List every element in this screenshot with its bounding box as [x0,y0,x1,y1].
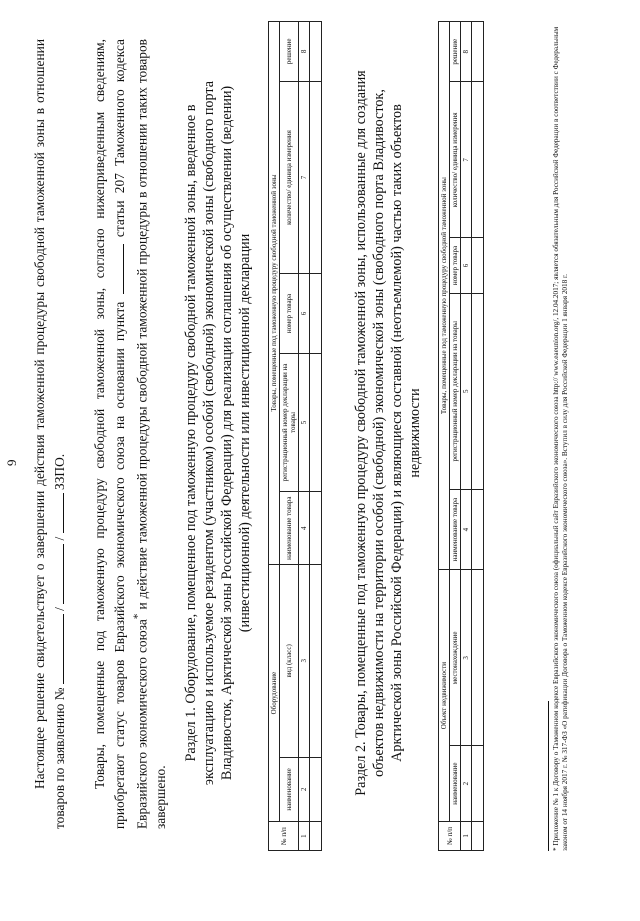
col-header-decision: решение [450,22,461,82]
table-row [310,22,322,851]
col-header-type: вид (класс) [280,565,299,758]
col-number: 2 [299,757,310,822]
equipment-group-header: Оборудование [269,565,280,822]
goods-group-header: Товары, помещенные под таможенную процедуру свободной таможенной зоны [439,22,450,570]
number-separator-2: / [52,536,67,541]
table-row [472,22,484,851]
col-number: 8 [299,22,310,82]
intro-paragraph [30,39,69,829]
equipment-table [268,21,322,851]
clause-number-blank [109,244,124,294]
col-header-goods-number: номер товара [450,238,461,293]
col-num-header: № п/п [439,821,461,850]
footnote: * Приложение № 1 к Договору о Таможенном кодексе Евразийского экономического союза (официальный сайт Евразийского экономического союза http:// www.eaeunion.org/, 12.04.2017; является обязательным для Российской Федерации в соответствии с Федеральным законом от 14 ноября 2017 г. № 317-ФЗ «О ратификации Договора о Таможенном кодексе Евразийского экономического союза». Вступил в силу для Российской Федерации 1 января 2018 г. [552,26,569,851]
col-header-name: наименование [450,746,461,821]
col-num-header: № п/п [269,822,299,851]
real-estate-group-header: Объект недвижимости [439,570,450,822]
col-number: 8 [461,22,472,82]
real-estate-table [438,21,484,851]
col-number: 3 [461,570,472,746]
section2-heading: Раздел 2. Товары, помещенные под таможенную процедуру свободной таможенной зоны, использованные для создания объектов недвижимости на территории особой (свободной) экономической зоны (свободного порта Владивосток, Арктической зоны Российской Федерации) и являющиеся составной (неотъемлемой) частью таких объектов недвижимости [353,70,423,796]
col-number: 5 [299,353,310,492]
col-number: 6 [461,238,472,293]
footnote-divider [548,701,549,851]
col-number: 4 [299,492,310,565]
application-date-blank [49,544,64,604]
intro-text: Настоящее решение свидетельствует о завершении действия таможенной процедуры свободной таможенной зоны в отношении товаров по заявлению № [32,39,67,829]
status-text-2: статьи 207 Таможенного кодекса Евразийского экономического союза [112,39,150,829]
application-number-blank [49,614,64,684]
col-header-location: местонахождение [450,570,461,746]
col-number: 7 [299,81,310,274]
col-header-quantity: количество/ единица измерения [450,82,461,238]
number-separator-1: / [52,607,67,611]
col-header-goods-name: наименование товара [280,492,299,565]
status-paragraph [90,39,170,829]
col-header-name: наименование [280,757,299,822]
col-number: 6 [299,274,310,353]
col-number: 5 [461,293,472,489]
goods-group-header: Товары, помещенные под таможенную процедуру свободной таможенной зоны [269,22,280,565]
col-header-decision: решение [280,22,299,82]
col-number: 7 [461,82,472,238]
intro-suffix: ЗЗПО. [52,453,67,491]
status-text-3: и действие таможенной процедуры свободной таможенной процедуры в отношении таких товаров завершено. [134,39,169,829]
page-number: 9 [4,459,19,466]
col-header-declaration-number: регистрационный номер декларации на товары [450,293,461,489]
section1-heading: Раздел 1. Оборудование, помещенное под таможенную процедуру свободной таможенной зоны, введенное в эксплуатацию и используемое резидентом (участником) особой (свободной) экономической зоны (свободного порта Владивосток, Арктической зоны Российской Федерации) для реализации соглашения об осуществлении (ведении) (инвестиционной) деятельности или инвестиционной декларации [183,80,253,786]
status-text-1: Товары, помещенные под таможенную процедуру свободной таможенной зоны, согласно нижеприведенным сведениям, приобретают статус товаров Евразийского экономического союза на основании пункта [92,39,127,829]
col-header-goods-name: наименование товара [450,489,461,569]
col-header-declaration-number: регистрационный номер декларации на товары [280,353,299,492]
col-header-quantity: количество/ единица измерения [280,81,299,274]
col-number: 4 [461,489,472,569]
application-seq-blank [49,493,64,533]
col-number: 1 [461,821,472,850]
col-header-goods-number: номер товара [280,274,299,353]
col-number: 1 [299,822,310,851]
footnote-mark: * [132,613,144,620]
col-number: 3 [299,565,310,758]
col-number: 2 [461,746,472,821]
